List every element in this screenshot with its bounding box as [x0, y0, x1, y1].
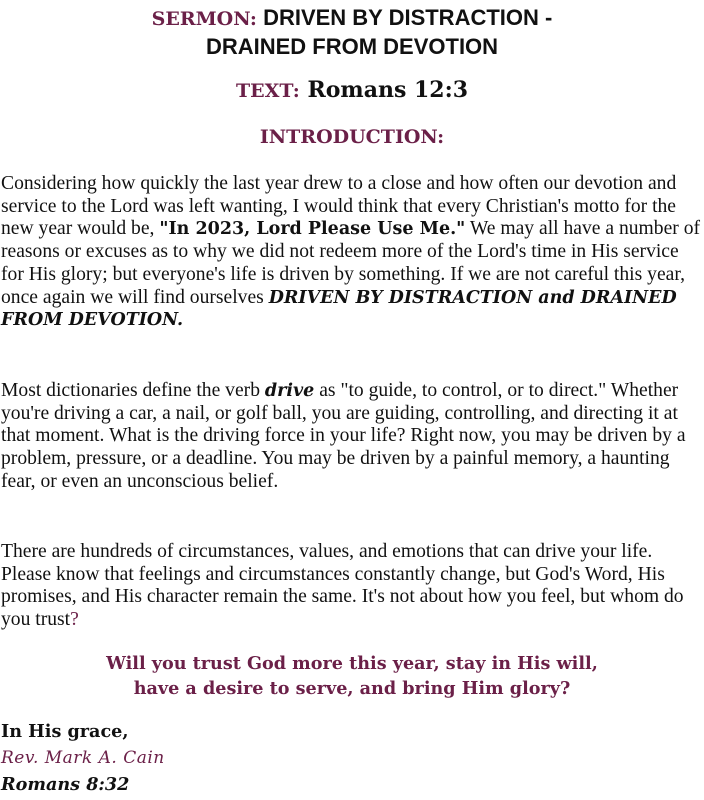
sign-off: In His grace, — [1, 721, 129, 742]
sermon-title-line-2: DRAINED FROM DEVOTION — [205, 34, 499, 59]
closing-question-line-2: have a desire to serve, and bring Him glory? — [133, 678, 571, 699]
text-label: TEXT: — [235, 80, 300, 102]
sermon-title-line-1 — [0, 4, 704, 33]
signature-verse: Romans 8:32 — [1, 774, 130, 795]
paragraph-1-emphasis: DRIVEN BY DISTRACTION and DRAINED FROM DEVOTION. — [1, 287, 677, 331]
paragraph-trust — [1, 541, 703, 632]
text-reference: Romans 12:3 — [307, 77, 469, 103]
paragraph-2-part-2: as "to guide, to control, or to direct." Whether you're driving a car, a nail, or golf ball, you are guiding, controlling, and directing it at that moment. What is the driving force in your life? Right now, you may be driven by a problem, pressure, or a deadline. You may be driven by a painful memory, a haunting fear, or even an unconscious belief. — [1, 380, 686, 492]
sermon-title-text-1: DRIVEN BY DISTRACTION - — [263, 5, 553, 30]
paragraph-3-text: There are hundreds of circumstances, values, and emotions that can drive your life. Please know that feelings and circumstances constantly change, but God's Word, His promises, and His character remain the same. It's not about how you feel, but whom do you trust — [1, 541, 684, 631]
sermon-label: SERMON: — [151, 8, 257, 30]
closing-question-line-1: Will you trust God more this year, stay in His will, — [106, 653, 598, 674]
paragraph-1-part-2: We may all have a number of reasons or excuses as to why we did not redeem more of the Lord's time in His service for His glory; but everyone's life is driven by something. If we are not careful this year, once again we will find ourselves — [1, 218, 701, 308]
paragraph-definition — [1, 380, 703, 494]
motto-quote: "In 2023, Lord Please Use Me." — [159, 219, 466, 240]
scripture-text-line — [0, 76, 704, 105]
introduction-heading: INTRODUCTION: — [259, 126, 445, 148]
paragraph-2-part-1: Most dictionaries define the verb — [1, 380, 265, 401]
signature-name: Rev. Mark A. Cain — [1, 748, 165, 768]
sermon-title — [0, 4, 704, 60]
paragraph-introduction — [1, 173, 703, 332]
paragraph-1-part-1: Considering how quickly the last year drew to a close and how often our devotion and service to the Lord was left wanting, I would think that every Christian's motto for the new year would be, — [1, 173, 677, 240]
drive-word: drive — [264, 381, 315, 401]
paragraph-3-question-mark: ? — [70, 609, 79, 631]
closing-question — [0, 651, 704, 701]
